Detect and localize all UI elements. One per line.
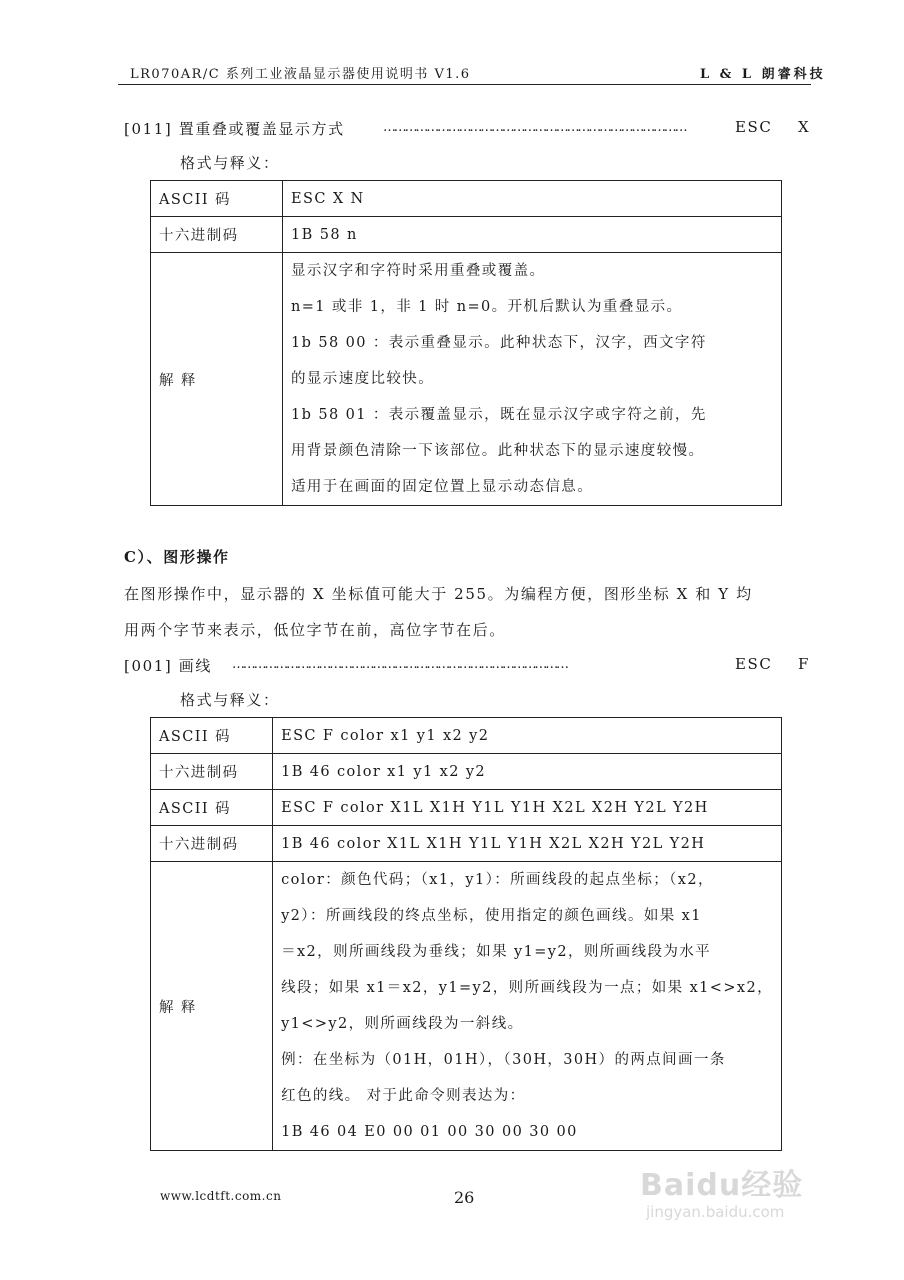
cmd001-table: [150, 717, 782, 1151]
cmd011-key: ESC X: [735, 118, 811, 136]
table-row: [151, 181, 782, 217]
desc-line: 的显示速度比较快。: [291, 371, 435, 387]
cmd001-hex-label: 十六进制码: [151, 754, 273, 790]
cmd011-code: [011]: [124, 120, 173, 138]
table-row: [151, 826, 782, 862]
table-row: [151, 862, 782, 1151]
desc-line: 1b 58 01 ：表示覆盖显示，既在显示汉字或字符之前，先: [291, 407, 707, 423]
cmd001-desc-cell: [273, 862, 782, 1151]
page-number: 26: [454, 1188, 475, 1207]
cmd001-heading: [124, 655, 212, 676]
cmd011-format-label: 格式与释义：: [180, 154, 280, 172]
desc-line: 线段；如果 x1＝x2，y1=y2，则所画线段为一点；如果 x1<>x2，: [281, 980, 773, 996]
cmd011-hex-label: 十六进制码: [151, 217, 283, 253]
desc-line: 例：在坐标为（01H，01H），（30H，30H）的两点间画一条: [281, 1052, 726, 1068]
table-row: [151, 718, 782, 754]
section-c-para-line: 用两个字节来表示，低位字节在前，高位字节在后。: [124, 621, 506, 639]
desc-line: n=1 或非 1，非 1 时 n=0。开机后默认为重叠显示。: [291, 299, 683, 315]
cmd011-desc-cell: [283, 253, 782, 506]
cmd001-hex-value: 1B 46 color x1 y1 x2 y2: [273, 754, 782, 790]
cmd001-title: 画线: [178, 657, 212, 675]
cmd001-hex-long-value: 1B 46 color X1L X1H Y1L Y1H X2L X2H Y2L Y2H: [273, 826, 782, 862]
cmd011-heading: [124, 118, 345, 139]
section-c-para-line: 在图形操作中，显示器的 X 坐标值可能大于 255。为编程方便，图形坐标 X 和 Y 均: [124, 585, 753, 603]
cmd011-ascii-value: ESC X N: [283, 181, 782, 217]
footer-url: www.lcdtft.com.cn: [160, 1189, 282, 1203]
cmd001-code: [001]: [124, 657, 173, 675]
cmd011-desc-label: 解 释: [151, 253, 283, 506]
doc-header-company: L & L 朗睿科技: [700, 67, 826, 82]
watermark-brand: Baidu经验: [640, 1168, 804, 1203]
desc-line: color：颜色代码；（x1，y1）：所画线段的起点坐标；（x2，: [281, 872, 714, 888]
desc-line: 红色的线。 对于此命令则表达为：: [281, 1088, 526, 1104]
table-row: [151, 754, 782, 790]
watermark-url: jingyan.baidu.com: [646, 1203, 785, 1221]
table-row: [151, 217, 782, 253]
cmd001-ascii-value: ESC F color x1 y1 x2 y2: [273, 718, 782, 754]
doc-header-title: LR070AR/C 系列工业液晶显示器使用说明书 V1.6: [130, 67, 471, 82]
header-divider: [118, 84, 811, 85]
cmd001-ascii-long-label: ASCII 码: [151, 790, 273, 826]
cmd011-title: 置重叠或覆盖显示方式: [178, 120, 345, 138]
cmd001-leader-dots: …………………………………………………………………………………: [232, 657, 567, 672]
section-c-heading: C）、图形操作: [124, 548, 230, 566]
desc-line: 用背景颜色清除一下该部位。此种状态下的显示速度较慢。: [291, 443, 705, 459]
desc-line: ＝x2，则所画线段为垂线；如果 y1=y2，则所画线段为水平: [281, 944, 712, 960]
table-row: [151, 253, 782, 506]
cmd001-desc-label: 解 释: [151, 862, 273, 1151]
cmd011-ascii-label: ASCII 码: [151, 181, 283, 217]
desc-line: 1b 58 00 ：表示重叠显示。此种状态下，汉字，西文字符: [291, 335, 707, 351]
desc-line: 适用于在画面的固定位置上显示动态信息。: [291, 479, 594, 495]
table-row: [151, 790, 782, 826]
desc-line: y1<>y2，则所画线段为一斜线。: [281, 1016, 524, 1032]
cmd001-ascii-long-value: ESC F color X1L X1H Y1L Y1H X2L X2H Y2L Y2H: [273, 790, 782, 826]
desc-line: 1B 46 04 E0 00 01 00 30 00 30 00: [281, 1124, 578, 1140]
cmd011-table: [150, 180, 782, 506]
cmd001-hex-long-label: 十六进制码: [151, 826, 273, 862]
cmd001-key: ESC F: [735, 655, 810, 673]
desc-line: 显示汉字和字符时采用重叠或覆盖。: [291, 263, 546, 279]
cmd001-ascii-label: ASCII 码: [151, 718, 273, 754]
cmd011-hex-value: 1B 58 n: [283, 217, 782, 253]
desc-line: y2）：所画线段的终点坐标，使用指定的颜色画线。如果 x1: [281, 908, 702, 924]
cmd001-format-label: 格式与释义：: [180, 691, 280, 709]
cmd011-leader-dots: …………………………………………………………………………: [383, 120, 686, 135]
